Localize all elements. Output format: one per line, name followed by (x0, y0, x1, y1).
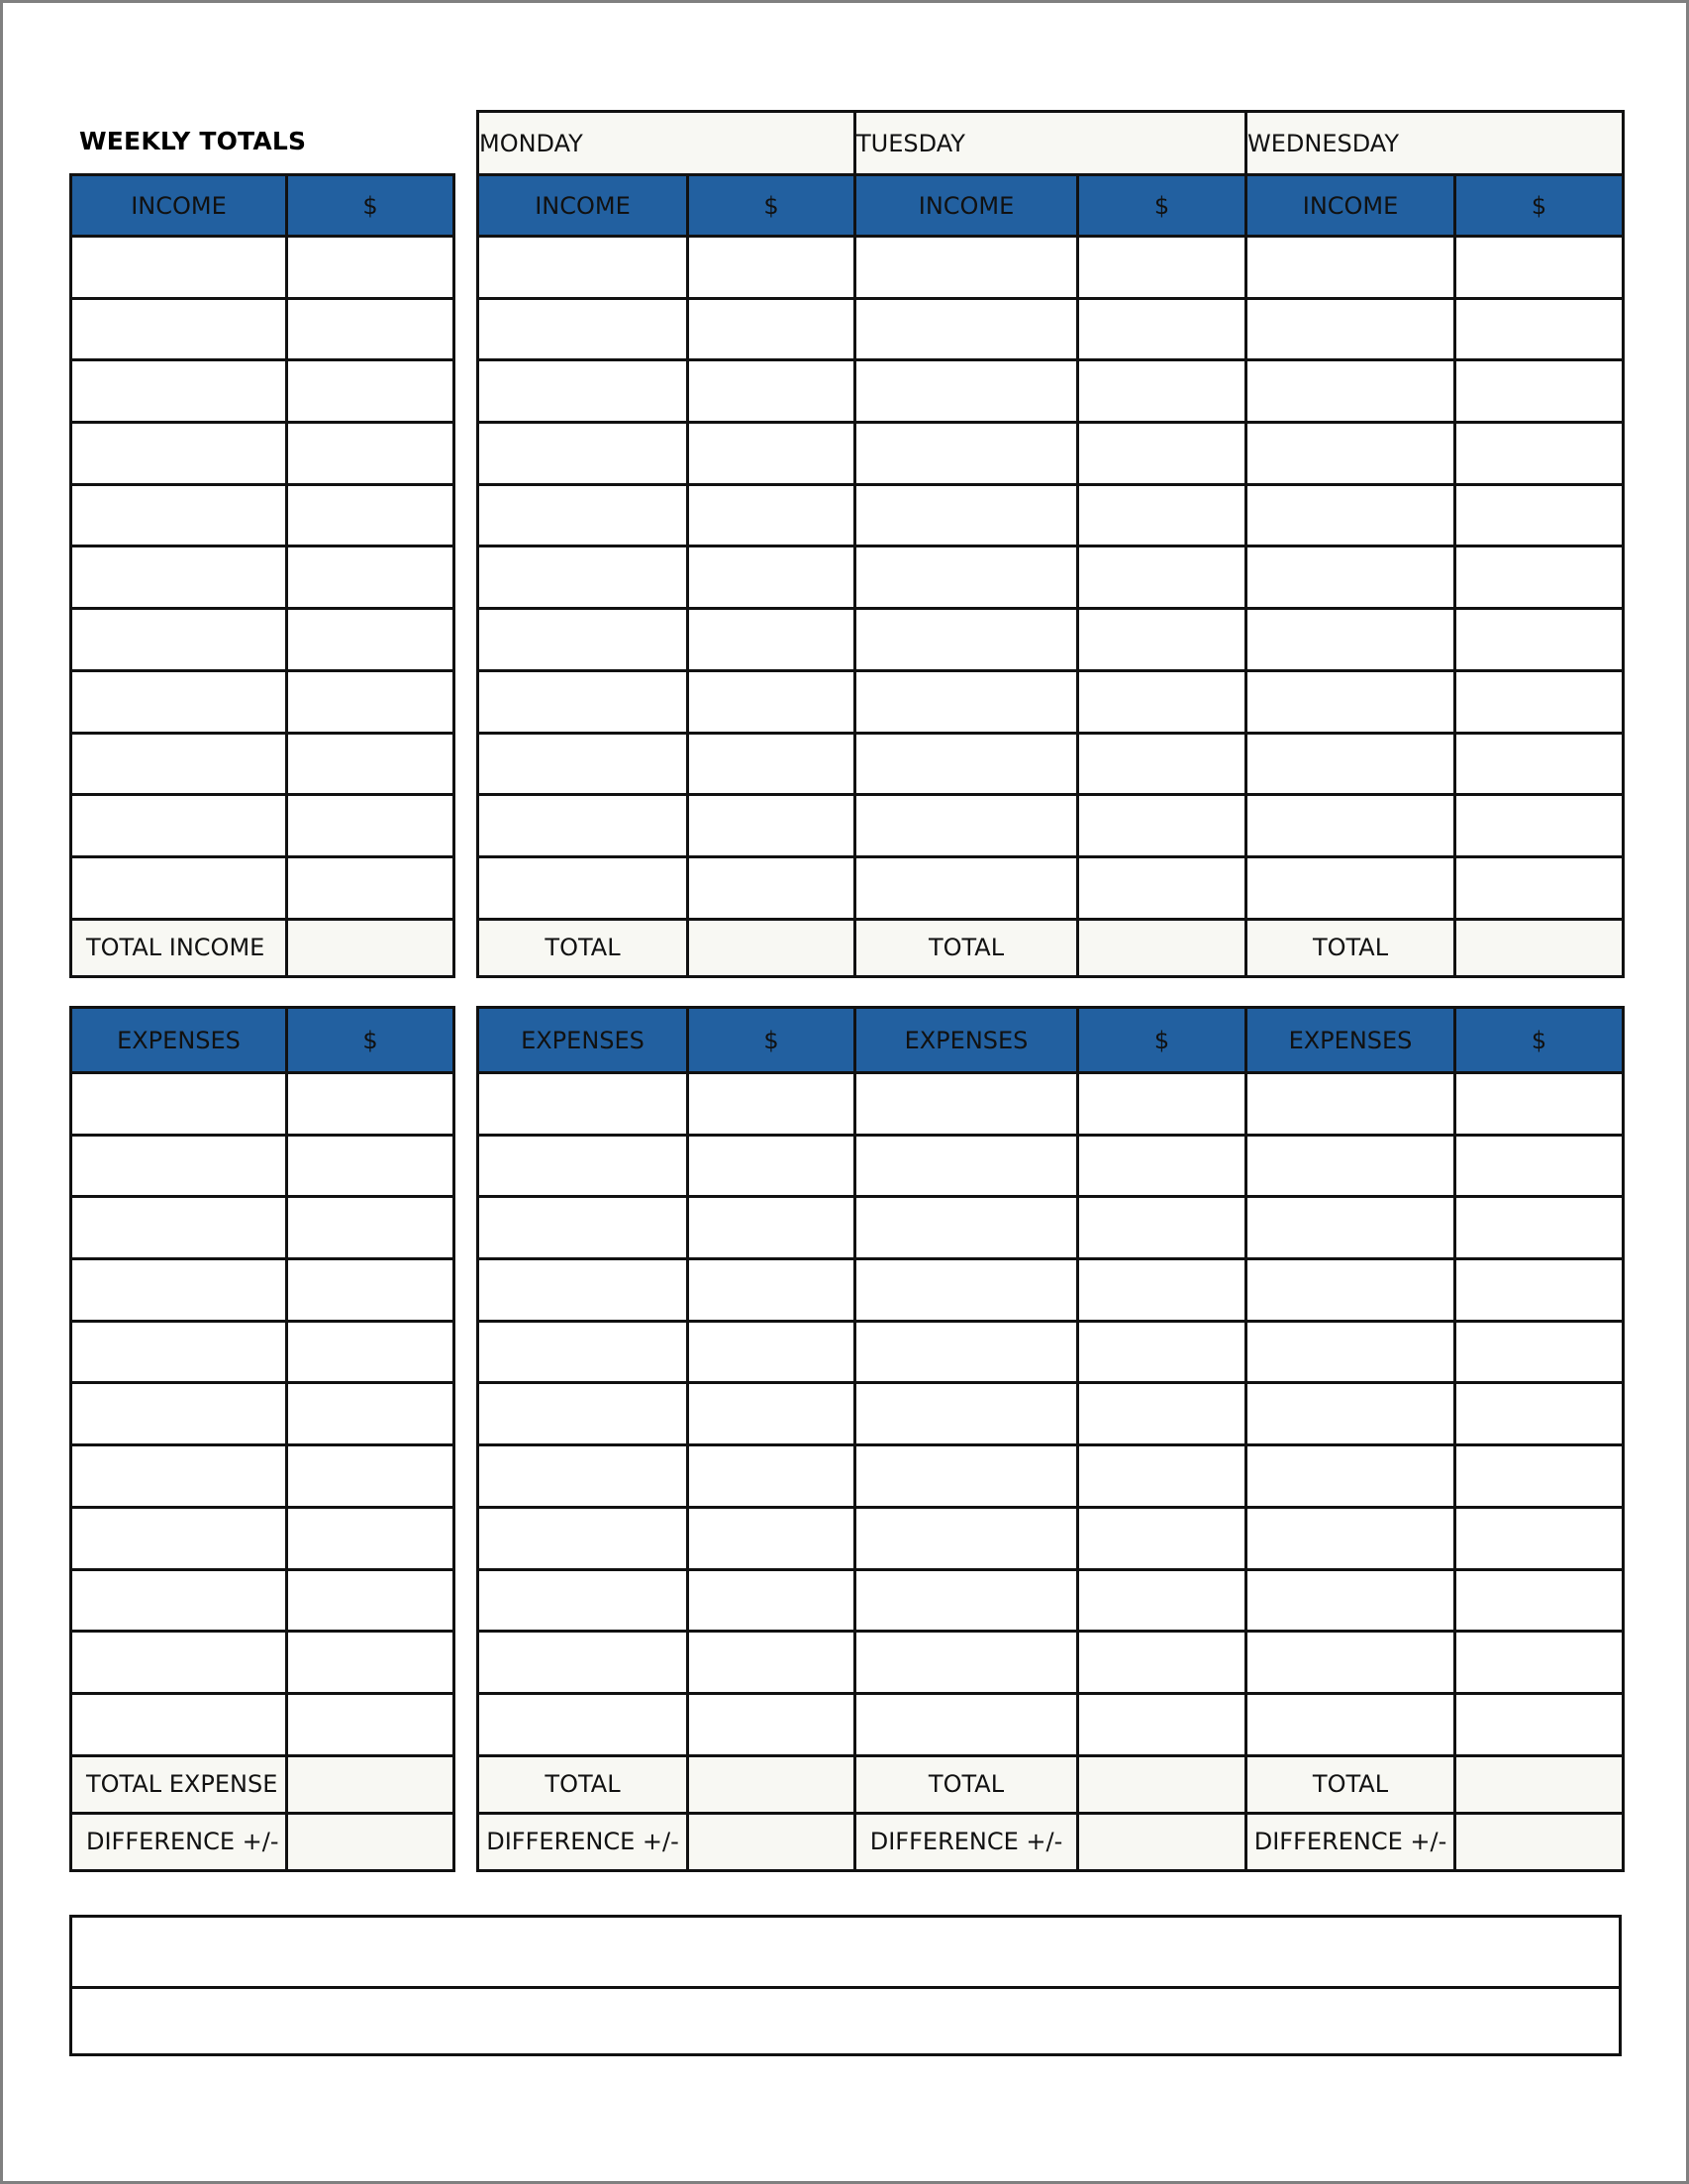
item-cell[interactable] (478, 1259, 688, 1322)
item-cell[interactable] (71, 795, 287, 857)
table-row (478, 360, 1624, 423)
wednesday-total-value[interactable] (1455, 919, 1624, 976)
item-cell[interactable] (855, 1693, 1078, 1755)
item-cell[interactable] (855, 298, 1078, 360)
wednesday-expense-amount-header: $ (1455, 1008, 1624, 1073)
item-cell[interactable] (855, 1383, 1078, 1445)
item-cell[interactable] (855, 856, 1078, 919)
amount-cell[interactable] (688, 1135, 855, 1197)
amount-cell[interactable] (287, 670, 454, 733)
notes-box (69, 1915, 1622, 2056)
amount-cell[interactable] (1455, 237, 1624, 299)
table-row (478, 795, 1624, 857)
amount-cell[interactable] (1455, 856, 1624, 919)
item-cell[interactable] (71, 423, 287, 485)
total-expense-value[interactable] (287, 1755, 454, 1813)
monday-expense-total-label: TOTAL (478, 1755, 688, 1813)
amount-cell[interactable] (1455, 1507, 1624, 1569)
table-row (478, 298, 1624, 360)
item-cell[interactable] (478, 1507, 688, 1569)
item-cell[interactable] (855, 1445, 1078, 1508)
item-cell[interactable] (478, 795, 688, 857)
item-cell[interactable] (71, 1507, 287, 1569)
table-row (478, 1693, 1624, 1755)
tuesday-expense-amount-header: $ (1078, 1008, 1246, 1073)
item-cell[interactable] (71, 237, 287, 299)
monday-total-value[interactable] (688, 919, 855, 976)
item-cell[interactable] (855, 360, 1078, 423)
item-cell[interactable] (1246, 856, 1455, 919)
item-cell[interactable] (478, 423, 688, 485)
amount-cell[interactable] (688, 1632, 855, 1694)
tuesday-expense-total-value[interactable] (1078, 1755, 1246, 1813)
table-row (478, 1259, 1624, 1322)
table-row (478, 1569, 1624, 1632)
item-cell[interactable] (478, 237, 688, 299)
difference-value[interactable] (287, 1813, 454, 1870)
amount-cell[interactable] (1078, 546, 1246, 609)
amount-cell[interactable] (688, 670, 855, 733)
table-row (71, 733, 454, 795)
amount-cell[interactable] (1455, 1073, 1624, 1136)
amount-cell[interactable] (287, 1693, 454, 1755)
amount-cell[interactable] (1078, 1321, 1246, 1383)
amount-cell[interactable] (1455, 609, 1624, 671)
item-cell[interactable] (855, 1073, 1078, 1136)
amount-cell[interactable] (1455, 546, 1624, 609)
amount-cell[interactable] (688, 1321, 855, 1383)
item-cell[interactable] (478, 733, 688, 795)
item-cell[interactable] (71, 670, 287, 733)
item-cell[interactable] (1246, 484, 1455, 546)
table-row (478, 733, 1624, 795)
amount-column-header: $ (287, 175, 454, 237)
amount-cell[interactable] (287, 1259, 454, 1322)
item-cell[interactable] (478, 1321, 688, 1383)
item-cell[interactable] (71, 360, 287, 423)
amount-cell[interactable] (1078, 1569, 1246, 1632)
total-income-value[interactable] (287, 919, 454, 976)
item-cell[interactable] (71, 609, 287, 671)
item-cell[interactable] (71, 1321, 287, 1383)
amount-cell[interactable] (688, 795, 855, 857)
amount-cell[interactable] (1455, 1135, 1624, 1197)
amount-cell[interactable] (688, 1569, 855, 1632)
item-cell[interactable] (71, 1383, 287, 1445)
amount-cell[interactable] (688, 1507, 855, 1569)
amount-cell[interactable] (1455, 1197, 1624, 1259)
item-cell[interactable] (478, 609, 688, 671)
amount-cell[interactable] (1455, 670, 1624, 733)
daily-expenses-table (476, 1006, 1625, 1872)
item-cell[interactable] (478, 360, 688, 423)
amount-cell[interactable] (688, 298, 855, 360)
amount-cell[interactable] (1455, 298, 1624, 360)
item-cell[interactable] (855, 546, 1078, 609)
expenses-column-header: EXPENSES (71, 1008, 287, 1073)
amount-cell[interactable] (287, 609, 454, 671)
wednesday-income-header: INCOME (1246, 175, 1455, 237)
table-row (478, 423, 1624, 485)
amount-cell[interactable] (688, 546, 855, 609)
monday-total-label: TOTAL (478, 919, 688, 976)
table-row (71, 484, 454, 546)
item-cell[interactable] (855, 670, 1078, 733)
tuesday-total-label: TOTAL (855, 919, 1078, 976)
amount-cell[interactable] (287, 360, 454, 423)
table-row (478, 1383, 1624, 1445)
amount-cell[interactable] (1078, 1135, 1246, 1197)
table-row (71, 1569, 454, 1632)
tuesday-difference-value[interactable] (1078, 1813, 1246, 1870)
table-row (71, 1445, 454, 1508)
table-row (478, 1507, 1624, 1569)
tuesday-expenses-header: EXPENSES (855, 1008, 1078, 1073)
item-cell[interactable] (1246, 795, 1455, 857)
wednesday-difference-value[interactable] (1455, 1813, 1624, 1870)
amount-cell[interactable] (1455, 1693, 1624, 1755)
item-cell[interactable] (1246, 1197, 1455, 1259)
item-cell[interactable] (855, 1135, 1078, 1197)
page-title: WEEKLY TOTALS (79, 127, 307, 155)
amount-cell[interactable] (688, 609, 855, 671)
amount-cell[interactable] (1455, 1445, 1624, 1508)
item-cell[interactable] (71, 1073, 287, 1136)
amount-cell[interactable] (287, 1632, 454, 1694)
table-row (71, 795, 454, 857)
amount-cell[interactable] (1078, 1693, 1246, 1755)
monday-expenses-header: EXPENSES (478, 1008, 688, 1073)
item-cell[interactable] (1246, 360, 1455, 423)
amount-cell[interactable] (287, 1197, 454, 1259)
amount-cell[interactable] (287, 423, 454, 485)
item-cell[interactable] (1246, 1507, 1455, 1569)
item-cell[interactable] (855, 795, 1078, 857)
item-cell[interactable] (1246, 1073, 1455, 1136)
table-row (71, 237, 454, 299)
table-row (71, 546, 454, 609)
amount-cell[interactable] (688, 1383, 855, 1445)
table-row (71, 360, 454, 423)
amount-cell[interactable] (287, 1321, 454, 1383)
amount-cell[interactable] (1078, 733, 1246, 795)
amount-cell[interactable] (287, 795, 454, 857)
table-row (71, 1073, 454, 1136)
amount-cell[interactable] (1455, 1569, 1624, 1632)
amount-cell[interactable] (688, 423, 855, 485)
amount-cell[interactable] (1455, 360, 1624, 423)
amount-cell[interactable] (1078, 484, 1246, 546)
tuesday-amount-header: $ (1078, 175, 1246, 237)
amount-cell[interactable] (1455, 795, 1624, 857)
expense-amount-column-header: $ (287, 1008, 454, 1073)
table-row (478, 237, 1624, 299)
item-cell[interactable] (855, 1197, 1078, 1259)
amount-cell[interactable] (688, 1259, 855, 1322)
item-cell[interactable] (478, 546, 688, 609)
amount-cell[interactable] (287, 237, 454, 299)
wednesday-total-label: TOTAL (1246, 919, 1455, 976)
item-cell[interactable] (71, 1445, 287, 1508)
amount-cell[interactable] (1078, 360, 1246, 423)
item-cell[interactable] (478, 1693, 688, 1755)
tuesday-income-header: INCOME (855, 175, 1078, 237)
tuesday-total-value[interactable] (1078, 919, 1246, 976)
monday-income-header: INCOME (478, 175, 688, 237)
table-row (478, 1073, 1624, 1136)
notes-line-1[interactable] (72, 1918, 1619, 1986)
day-header-monday: MONDAY (478, 112, 855, 175)
amount-cell[interactable] (287, 1445, 454, 1508)
notes-line-2[interactable] (72, 1989, 1619, 2053)
day-header-wednesday: WEDNESDAY (1246, 112, 1624, 175)
item-cell[interactable] (1246, 733, 1455, 795)
amount-cell[interactable] (287, 1507, 454, 1569)
table-row (71, 609, 454, 671)
total-income-label: TOTAL INCOME (71, 919, 287, 976)
day-header-tuesday: TUESDAY (855, 112, 1246, 175)
item-cell[interactable] (71, 856, 287, 919)
item-cell[interactable] (855, 609, 1078, 671)
item-cell[interactable] (478, 1383, 688, 1445)
item-cell[interactable] (478, 1135, 688, 1197)
amount-cell[interactable] (1078, 1383, 1246, 1445)
amount-cell[interactable] (1078, 1197, 1246, 1259)
item-cell[interactable] (855, 1259, 1078, 1322)
amount-cell[interactable] (1078, 1632, 1246, 1694)
item-cell[interactable] (478, 1197, 688, 1259)
item-cell[interactable] (71, 1135, 287, 1197)
item-cell[interactable] (71, 1259, 287, 1322)
item-cell[interactable] (71, 1569, 287, 1632)
amount-cell[interactable] (688, 237, 855, 299)
amount-cell[interactable] (1078, 1507, 1246, 1569)
amount-cell[interactable] (1078, 298, 1246, 360)
item-cell[interactable] (855, 423, 1078, 485)
table-row (478, 670, 1624, 733)
monday-amount-header: $ (688, 175, 855, 237)
table-row (71, 1197, 454, 1259)
amount-cell[interactable] (1078, 1445, 1246, 1508)
wednesday-expense-total-value[interactable] (1455, 1755, 1624, 1813)
total-expense-label: TOTAL EXPENSE (71, 1755, 287, 1813)
tuesday-expense-total-label: TOTAL (855, 1755, 1078, 1813)
amount-cell[interactable] (287, 1073, 454, 1136)
amount-cell[interactable] (1078, 237, 1246, 299)
amount-cell[interactable] (1455, 423, 1624, 485)
item-cell[interactable] (478, 856, 688, 919)
amount-cell[interactable] (688, 360, 855, 423)
item-cell[interactable] (855, 1632, 1078, 1694)
table-row (478, 546, 1624, 609)
difference-label: DIFFERENCE +/- (71, 1813, 287, 1870)
income-column-header: INCOME (71, 175, 287, 237)
item-cell[interactable] (478, 1445, 688, 1508)
amount-cell[interactable] (1455, 1259, 1624, 1322)
item-cell[interactable] (1246, 1383, 1455, 1445)
item-cell[interactable] (1246, 1632, 1455, 1694)
amount-cell[interactable] (287, 733, 454, 795)
amount-cell[interactable] (688, 1073, 855, 1136)
table-row (478, 1445, 1624, 1508)
item-cell[interactable] (478, 484, 688, 546)
amount-cell[interactable] (287, 484, 454, 546)
table-row (478, 1197, 1624, 1259)
item-cell[interactable] (1246, 1569, 1455, 1632)
table-row (71, 1693, 454, 1755)
table-row (71, 1259, 454, 1322)
amount-cell[interactable] (1455, 484, 1624, 546)
amount-cell[interactable] (1078, 670, 1246, 733)
table-row (478, 1632, 1624, 1694)
item-cell[interactable] (1246, 237, 1455, 299)
item-cell[interactable] (855, 1321, 1078, 1383)
weekly-income-table (69, 173, 455, 978)
item-cell[interactable] (1246, 298, 1455, 360)
table-row (478, 856, 1624, 919)
wednesday-difference-label: DIFFERENCE +/- (1246, 1813, 1455, 1870)
amount-cell[interactable] (1078, 1073, 1246, 1136)
item-cell[interactable] (71, 1197, 287, 1259)
item-cell[interactable] (1246, 1135, 1455, 1197)
tuesday-difference-label: DIFFERENCE +/- (855, 1813, 1078, 1870)
item-cell[interactable] (1246, 1259, 1455, 1322)
item-cell[interactable] (1246, 546, 1455, 609)
amount-cell[interactable] (688, 856, 855, 919)
item-cell[interactable] (1246, 1445, 1455, 1508)
daily-income-table (476, 110, 1625, 978)
amount-cell[interactable] (287, 1135, 454, 1197)
table-row (478, 1135, 1624, 1197)
table-row (478, 484, 1624, 546)
wednesday-amount-header: $ (1455, 175, 1624, 237)
item-cell[interactable] (71, 298, 287, 360)
item-cell[interactable] (478, 1632, 688, 1694)
table-row (71, 1507, 454, 1569)
item-cell[interactable] (71, 733, 287, 795)
wednesday-expense-total-label: TOTAL (1246, 1755, 1455, 1813)
wednesday-expenses-header: EXPENSES (1246, 1008, 1455, 1073)
amount-cell[interactable] (688, 1445, 855, 1508)
table-row (71, 1135, 454, 1197)
amount-cell[interactable] (1455, 1321, 1624, 1383)
item-cell[interactable] (1246, 423, 1455, 485)
item-cell[interactable] (855, 1507, 1078, 1569)
amount-cell[interactable] (688, 484, 855, 546)
table-row (71, 298, 454, 360)
amount-cell[interactable] (1078, 795, 1246, 857)
item-cell[interactable] (1246, 1693, 1455, 1755)
amount-cell[interactable] (1078, 609, 1246, 671)
amount-cell[interactable] (287, 1383, 454, 1445)
table-row (71, 856, 454, 919)
amount-cell[interactable] (287, 546, 454, 609)
amount-cell[interactable] (287, 298, 454, 360)
item-cell[interactable] (1246, 609, 1455, 671)
item-cell[interactable] (478, 1073, 688, 1136)
item-cell[interactable] (71, 546, 287, 609)
item-cell[interactable] (855, 1569, 1078, 1632)
amount-cell[interactable] (688, 1693, 855, 1755)
table-row (71, 1383, 454, 1445)
table-row (71, 670, 454, 733)
amount-cell[interactable] (1455, 1383, 1624, 1445)
item-cell[interactable] (71, 1693, 287, 1755)
weekly-expenses-table (69, 1006, 455, 1872)
amount-cell[interactable] (1078, 423, 1246, 485)
table-row (71, 1632, 454, 1694)
amount-cell[interactable] (688, 733, 855, 795)
table-row (478, 609, 1624, 671)
item-cell[interactable] (1246, 670, 1455, 733)
amount-cell[interactable] (287, 1569, 454, 1632)
monday-expense-amount-header: $ (688, 1008, 855, 1073)
amount-cell[interactable] (1455, 733, 1624, 795)
item-cell[interactable] (855, 733, 1078, 795)
monday-expense-total-value[interactable] (688, 1755, 855, 1813)
item-cell[interactable] (71, 484, 287, 546)
amount-cell[interactable] (287, 856, 454, 919)
amount-cell[interactable] (1078, 856, 1246, 919)
item-cell[interactable] (1246, 1321, 1455, 1383)
item-cell[interactable] (855, 484, 1078, 546)
monday-difference-value[interactable] (688, 1813, 855, 1870)
amount-cell[interactable] (688, 1197, 855, 1259)
item-cell[interactable] (71, 1632, 287, 1694)
table-row (478, 1321, 1624, 1383)
table-row (71, 1321, 454, 1383)
amount-cell[interactable] (1078, 1259, 1246, 1322)
monday-difference-label: DIFFERENCE +/- (478, 1813, 688, 1870)
item-cell[interactable] (855, 237, 1078, 299)
item-cell[interactable] (478, 1569, 688, 1632)
item-cell[interactable] (478, 298, 688, 360)
item-cell[interactable] (478, 670, 688, 733)
amount-cell[interactable] (1455, 1632, 1624, 1694)
table-row (71, 423, 454, 485)
